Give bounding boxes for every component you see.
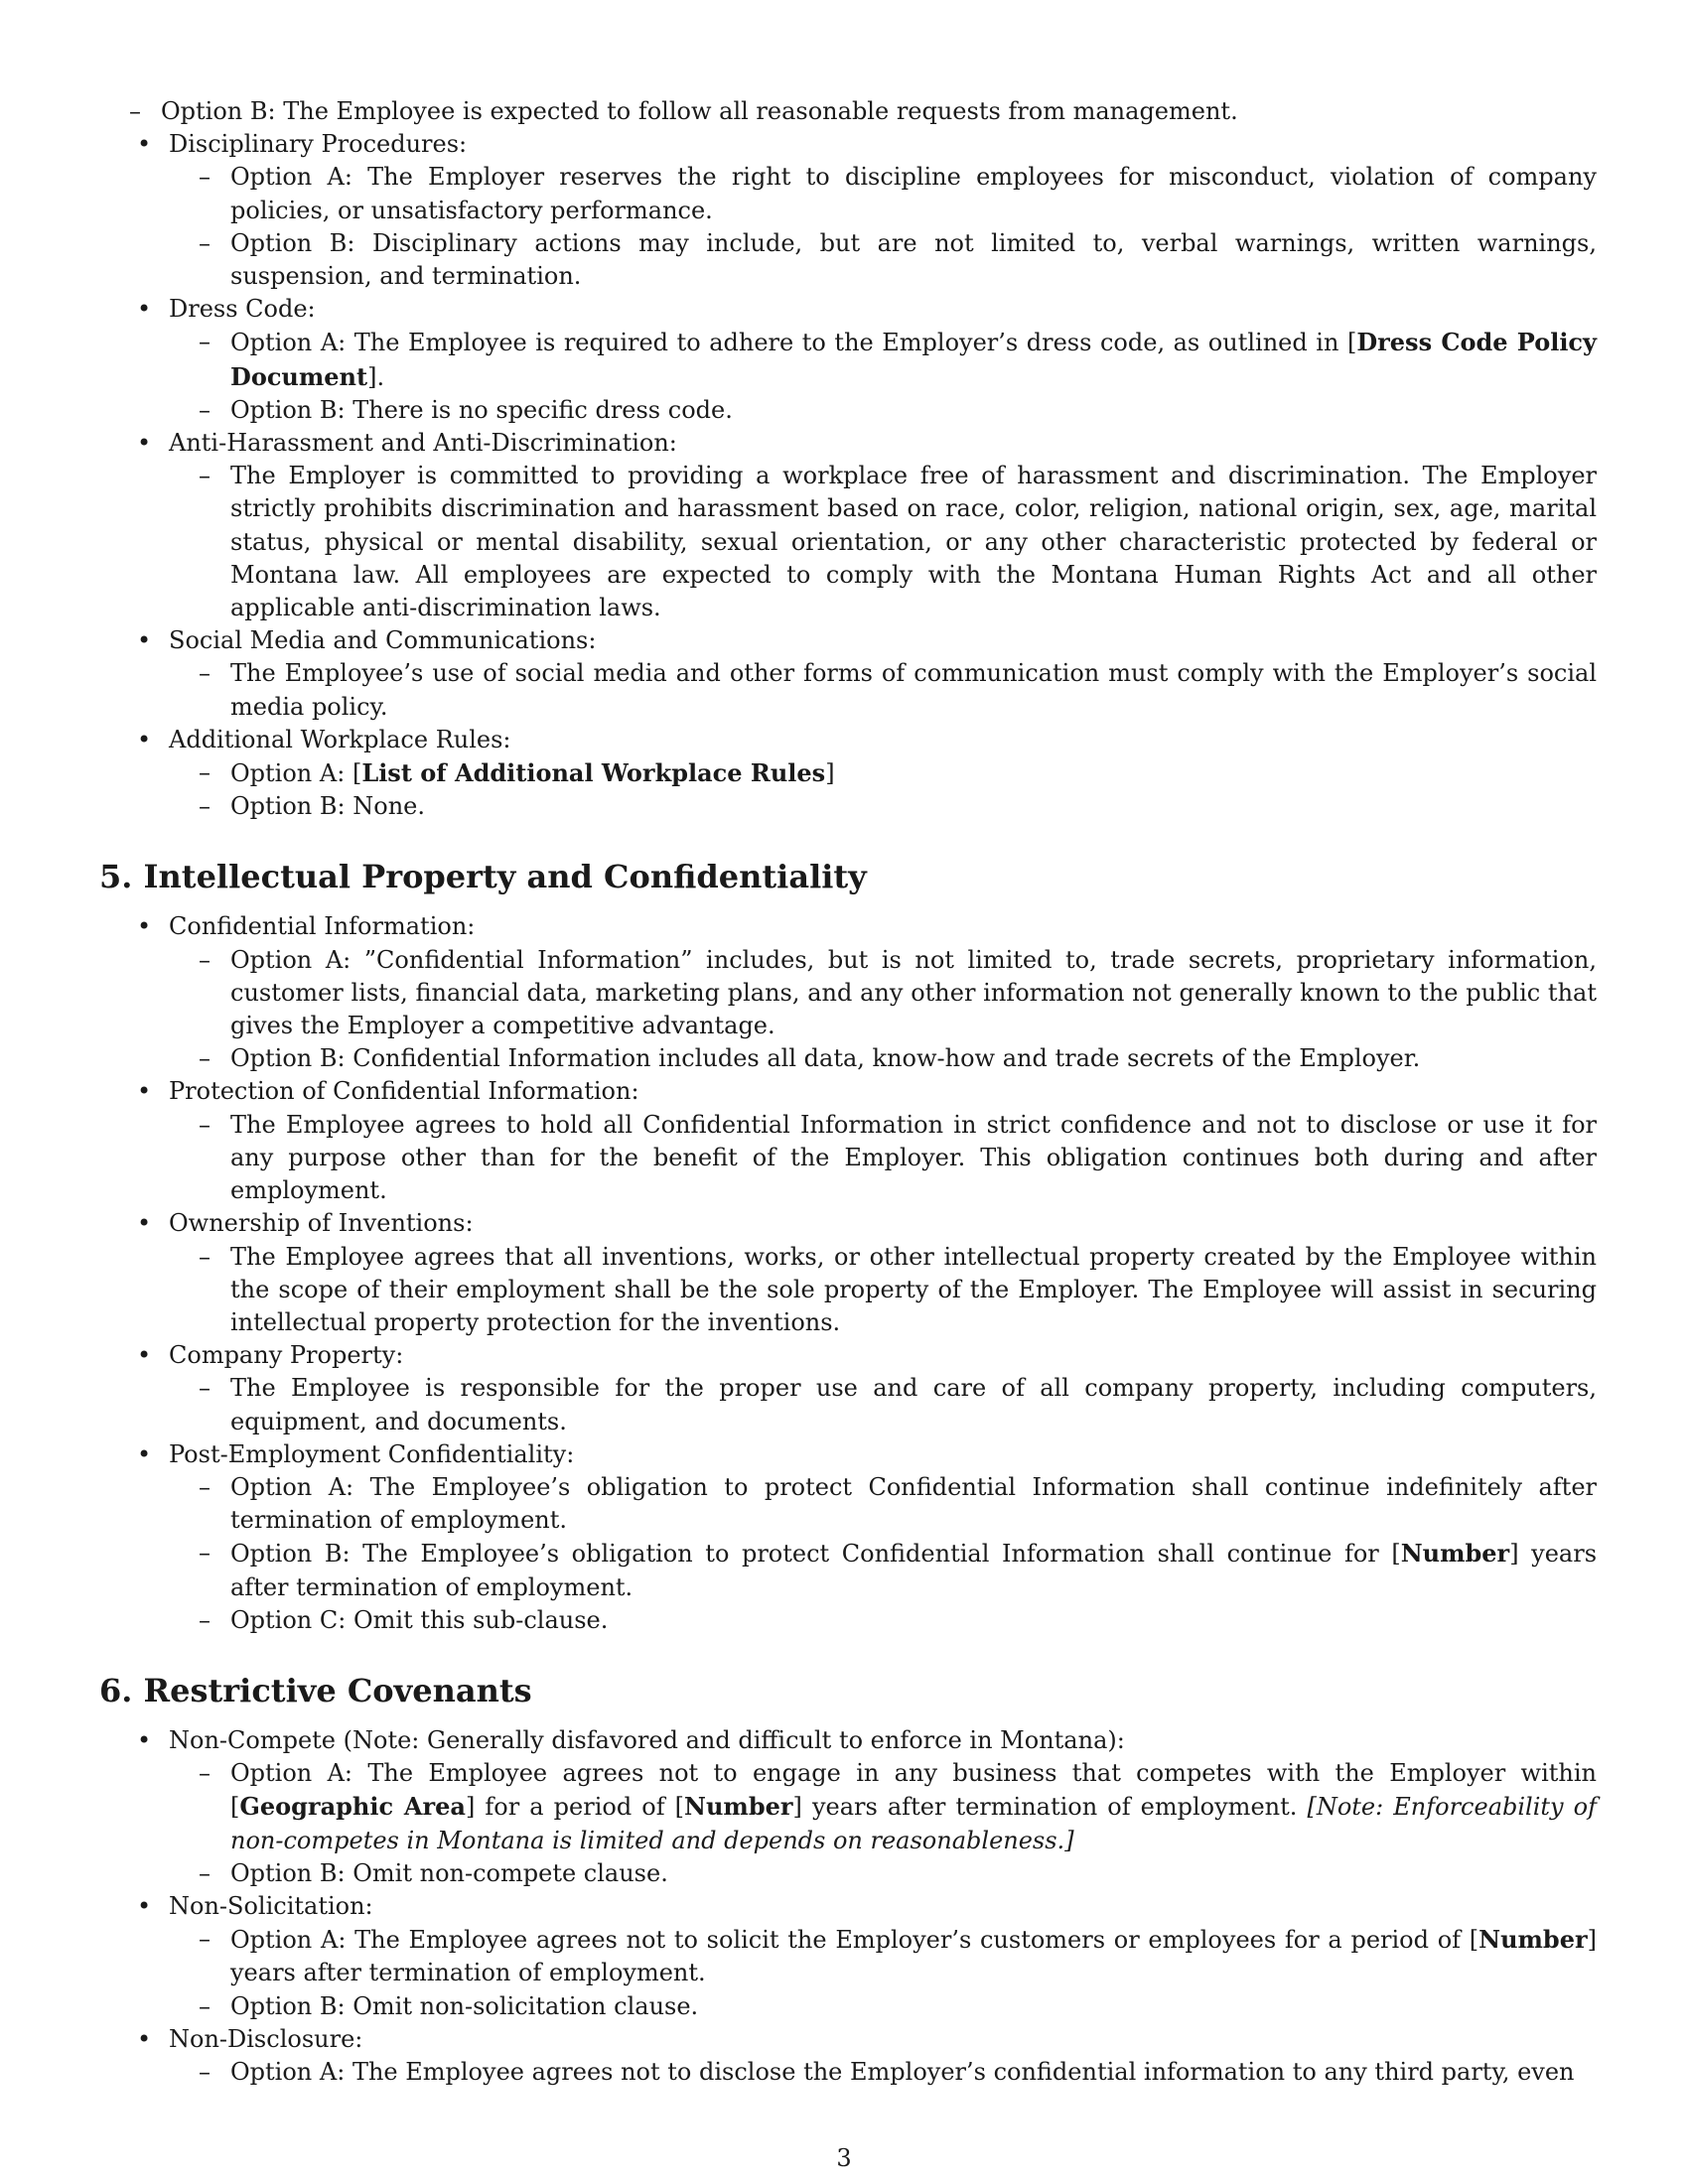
placeholder-field: Dress Code Policy Document (230, 328, 1597, 391)
list-item (99, 1890, 1597, 2023)
document-page (99, 95, 1597, 2089)
workplace-rules-list (99, 128, 1597, 823)
item-label: Additional Workplace Rules: (169, 725, 511, 753)
option-list (169, 2056, 1597, 2089)
item-label: Post-Employment Confidentiality: (169, 1439, 575, 1468)
item-label: Confidential Information: (169, 912, 476, 941)
list-item (99, 624, 1597, 724)
option-item: – The Employee’s use of social media and other forms of communication must comply with the Employer’s social media policy. (169, 657, 1597, 723)
option-list (169, 1471, 1597, 1637)
option-item: – Option A: The Employee agrees not to disclose the Employer’s confidential information to any third party, even (169, 2056, 1597, 2089)
item-label: Protection of Confidential Information: (169, 1077, 639, 1106)
option-item (169, 1923, 1597, 1989)
option-list (169, 657, 1597, 723)
option-item: – The Employee agrees that all inventions, works, or other intellectual property created by the Employee within the scope of their employment shall be the sole property of the Employer. The Employee will assist in securing intellectual property protection for the inventions. (169, 1241, 1597, 1340)
option-item (169, 1537, 1597, 1603)
section6-list (99, 1724, 1597, 2089)
option-item: – Option A: ”Confidential Information” includes, but is not limited to, trade secrets, proprietary information, customer lists, financial data, marketing plans, and any other information not generally known to the public that gives the Employer a competitive advantage. (169, 944, 1597, 1043)
item-label: Disciplinary Procedures: (169, 130, 468, 159)
placeholder-field: Number (1478, 1925, 1588, 1955)
option-list (169, 1923, 1597, 2023)
option-text: Option A: The Employee agrees not to engage in any business that competes with the Employer within [ (230, 1759, 1597, 1822)
option-list (169, 756, 1597, 823)
option-list (169, 326, 1597, 427)
continued-item (30, 95, 1597, 128)
option-item: – Option B: Omit non-compete clause. (169, 1857, 1597, 1890)
option-item: – Option B: Disciplinary actions may include, but are not limited to, verbal warnings, written warnings, suspension, and termination. (169, 227, 1597, 293)
list-item (99, 293, 1597, 427)
option-list (169, 944, 1597, 1076)
option-text: ] years after termination of employment. (230, 1540, 1598, 1601)
option-list (169, 460, 1597, 624)
section-heading: 6. Restrictive Covenants (99, 1671, 532, 1709)
option-item: – Option B: The Employee is expected to follow all reasonable requests from management. (99, 95, 1597, 128)
list-item (99, 2023, 1597, 2089)
placeholder-field: Number (1400, 1539, 1510, 1569)
option-text: Option B: The Employee’s obligation to protect Confidential Information shall continue for [ (230, 1540, 1401, 1569)
option-list (169, 1109, 1597, 1208)
item-label: Dress Code: (169, 295, 316, 324)
italic-note: [Note: Enforceability of non-competes in Montana is limited and depends on reasonableness.] (230, 1793, 1597, 1854)
list-item (99, 1207, 1597, 1339)
option-text: ] for a period of [ (465, 1793, 685, 1822)
list-item (99, 724, 1597, 824)
page-number: 3 (836, 2144, 852, 2172)
option-text: ] (825, 759, 835, 788)
list-item (99, 1339, 1597, 1438)
continued-options (99, 95, 1597, 128)
option-item: – Option B: None. (169, 790, 1597, 823)
option-item: – The Employee is responsible for the proper use and care of all company property, including computers, equipment, and documents. (169, 1372, 1597, 1437)
option-list (169, 1241, 1597, 1340)
placeholder-field: List of Additional Workplace Rules (361, 758, 826, 788)
option-item: – The Employer is committed to providing a workplace free of harassment and discrimination. The Employer strictly prohibits discrimination and harassment based on race, color, religion, national origin, sex, age, marital status, physical or mental disability, sexual orientation, or any other characteristic protected by federal or Montana law. All employees are expected to comply with the Montana Human Rights Act and all other applicable anti-discrimination laws. (169, 460, 1597, 624)
list-item (99, 1075, 1597, 1207)
option-item: – Option B: There is no specific dress code. (169, 394, 1597, 427)
item-label: Non-Compete (Note: Generally disfavored and difficult to enforce in Montana): (169, 1725, 1125, 1754)
list-item (99, 1438, 1597, 1637)
option-item: – Option B: Confidential Information includes all data, know-how and trade secrets of the Employer. (169, 1042, 1597, 1075)
option-list (169, 1757, 1597, 1890)
option-item (169, 1757, 1597, 1857)
section5-list (99, 910, 1597, 1636)
list-item (99, 1724, 1597, 1890)
option-text: Option A: The Employee is required to adhere to the Employer’s dress code, as outlined in [ (230, 329, 1357, 357)
placeholder-field: Number (684, 1792, 793, 1822)
item-label: Anti-Harassment and Anti-Discrimination: (169, 429, 677, 458)
option-text: ]. (367, 362, 385, 391)
option-text: ] years after termination of employment. (792, 1793, 1308, 1822)
continued-list (30, 95, 1597, 128)
option-list (169, 161, 1597, 293)
section-heading: 5. Intellectual Property and Confidentiality (99, 858, 867, 896)
item-label: Non-Disclosure: (169, 2024, 363, 2053)
option-list (169, 1372, 1597, 1437)
item-label: Company Property: (169, 1341, 404, 1370)
option-item: – Option C: Omit this sub-clause. (169, 1604, 1597, 1637)
option-text: Option A: [ (230, 759, 362, 788)
option-text: ] years after termination of employment. (230, 1926, 1597, 1987)
option-item: – The Employee agrees to hold all Confidential Information in strict confidence and not to disclose or use it for any purpose other than for the benefit of the Employer. This obligation continues both during and after employment. (169, 1109, 1597, 1208)
list-item (99, 427, 1597, 624)
option-item: – Option A: The Employer reserves the right to discipline employees for misconduct, violation of company policies, or unsatisfactory performance. (169, 161, 1597, 226)
option-item: – Option A: The Employee’s obligation to protect Confidential Information shall continue indefinitely after termination of employment. (169, 1471, 1597, 1537)
option-item (169, 326, 1597, 393)
option-item (169, 756, 1597, 790)
item-label: Social Media and Communications: (169, 626, 597, 655)
option-item: – Option B: Omit non-solicitation clause. (169, 1990, 1597, 2023)
option-text: Option A: The Employee agrees not to solicit the Employer’s customers or employees for a period of [ (230, 1926, 1479, 1955)
item-label: Non-Solicitation: (169, 1891, 373, 1920)
placeholder-field: Geographic Area (239, 1792, 466, 1822)
item-label: Ownership of Inventions: (169, 1209, 474, 1238)
list-item (99, 128, 1597, 293)
list-item (99, 910, 1597, 1075)
